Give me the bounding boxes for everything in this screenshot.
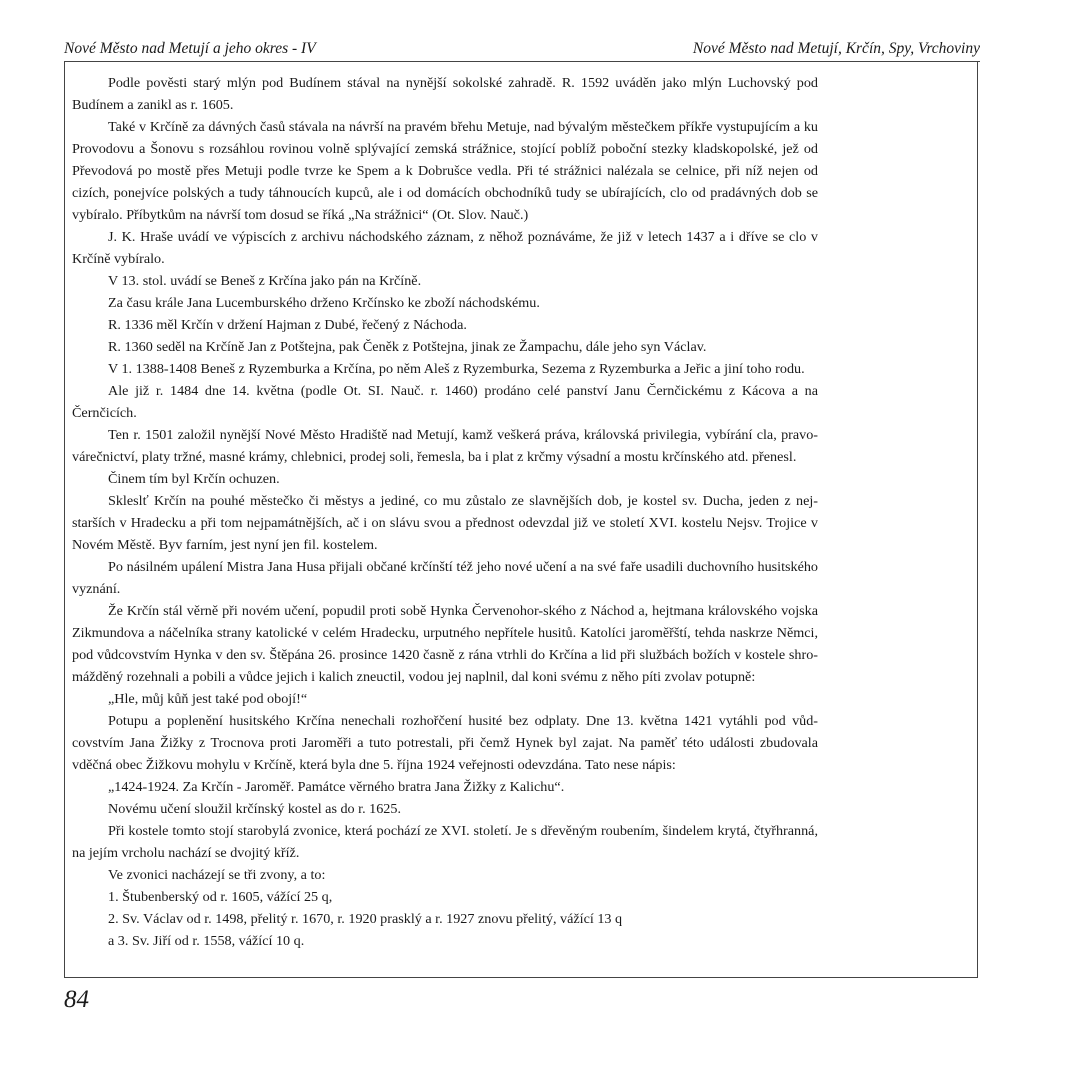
paragraph: Při kostele tomto stojí starobylá zvonice, která pochází ze XVI. století. Je s dřevěným roubením, šindelem krytá, čtyřhranná, na jejím vrcholu nachází se dvojitý kříž. bbox=[72, 823, 818, 861]
paragraph: J. K. Hraše uvádí ve výpiscích z archivu náchodského záznam, z něhož poznáváme, že již v letech 1437 a i dříve se clo v Krčíně vybíralo. bbox=[72, 229, 818, 267]
paragraph: R. 1360 seděl na Krčíně Jan z Potštejna, pak Čeněk z Potštejna, jinak ze Žampachu, dále jeho syn Václav. bbox=[108, 339, 707, 355]
paragraph: Také v Krčíně za dávných časů stávala na návrší na pravém břehu Metuje, nad bývalým městečkem příkře vystupujícím a ku Provodovu a Šonovu s rozsáhlou rovinou volně splývající zemská strážnice, stojící poblíž poboční stezky kladskopolské, jež od Převodová po mostě přes Metuji podle tvrze ke Spem a k Dobrušce vedla. Při té strážnici nalézala se celnice, při níž nejen od cizích, ponejvíce polských a tudy táhnoucích kupců, ale i od domácích obchodníků tudy se ubírajících, clo od pradávných dob se vybíralo. Příbytkům na návrší tom dosud se říká „Na strážnici“ (Ot. Slov. Nauč.) bbox=[72, 119, 818, 223]
paragraph: Skleslť Krčín na pouhé městečko či městys a jediné, co mu zůstalo ze slavnějších dob, je kostel sv. Ducha, jeden z nejstarších v Hradecku a při tom nejpamátnějších, ač i on slávu svou a přednost odevzdal již ve století XVI. kostelu Nejsv. Trojice v Novém Městě. Byv farním, jest nyní jen fil. kostelem. bbox=[72, 493, 818, 553]
paragraph: R. 1336 měl Krčín v držení Hajman z Dubé, řečený z Náchoda. bbox=[108, 317, 467, 333]
paragraph: Ale již r. 1484 dne 14. května (podle Ot. SI. Nauč. r. 1460) prodáno celé panství Janu Černčickému z Kácova a na Černčicích. bbox=[72, 383, 818, 421]
paragraph: V 13. stol. uvádí se Beneš z Krčína jako pán na Krčíně. bbox=[108, 273, 422, 289]
paragraph: Ve zvonici nacházejí se tři zvony, a to: bbox=[108, 867, 326, 883]
running-header-section: Nové Město nad Metují, Krčín, Spy, Vrchoviny bbox=[692, 40, 980, 57]
quote: „Hle, můj kůň jest také pod obojí!“ bbox=[108, 691, 308, 707]
paragraph: Činem tím byl Krčín ochuzen. bbox=[108, 471, 280, 487]
paragraph: Že Krčín stál věrně při novém učení, popudil proti sobě Hynka Červenohor-ského z Náchod a, hejtmana královského vojska Zikmundova a náčelníka strany katolické v celém Hradecku, urputného nepřítele husitů. Katolíci jaroměřští, tehda naskrze Němci, pod vůdcovstvím Hynka v den sv. Štěpána 26. prosince 1420 časně z rána vtrhli do Krčína a lid při službách božích v kostele shromážděný rozehnali a pobili a vůdce jejich i kalich zneuctil, vodou jej naplnil, dal koni svému z něho píti zvolav potupně: bbox=[72, 603, 818, 685]
running-header-title: Nové Město nad Metují a jeho okres - IV bbox=[64, 40, 316, 57]
paragraph: V 1. 1388-1408 Beneš z Ryzemburka a Krčína, po něm Aleš z Ryzemburka, Sezema z Ryzemburka a Jeřic a jiní toho rodu. bbox=[108, 361, 805, 377]
paragraph: Po násilném upálení Mistra Jana Husa přijali občané krčínští též jeho nové učení a na své faře usadili duchovního husitského vyznání. bbox=[72, 559, 818, 597]
inscription: „1424-1924. Za Krčín - Jaroměř. Památce věrného bratra Jana Žižky z Kalichu“. bbox=[108, 779, 565, 795]
page-body bbox=[72, 72, 818, 952]
list-item: 2. Sv. Václav od r. 1498, přelitý r. 1670, r. 1920 prasklý a r. 1927 znovu přelitý, vážící 13 q bbox=[108, 911, 623, 927]
list-item: a 3. Sv. Jiří od r. 1558, vážící 10 q. bbox=[108, 933, 305, 949]
paragraph: Ten r. 1501 založil nynější Nové Město Hradiště nad Metují, kamž veškerá práva, královská privilegia, vybírání cla, pravovárečnictví, platy tržné, masné krámy, chlebnici, prodej soli, řemesla, ba i plat z krčmy výsadní a mostu krčínského atd. přenesl. bbox=[72, 427, 818, 465]
paragraph: Za času krále Jana Lucemburského drženo Krčínsko ke zboží náchodskému. bbox=[108, 295, 540, 311]
paragraph: Potupu a poplenění husitského Krčína nenechali rozhořčení husité bez odplaty. Dne 13. května 1421 vytáhli pod vůdcovstvím Jana Žižky z Trocnova proti Jaroměři a tuto potrestali, při čemž Hynek byl zajat. Na paměť této události zbudovala vděčná obec Žižkovu mohylu v Krčíně, která byla dne 5. října 1924 veřejnosti odevzdána. Tato nese nápis: bbox=[72, 713, 818, 773]
page-number: 84 bbox=[64, 986, 89, 1013]
list-item: 1. Štubenberský od r. 1605, vážící 25 q, bbox=[108, 889, 333, 905]
paragraph: Novému učení sloužil krčínský kostel as do r. 1625. bbox=[108, 801, 401, 817]
paragraph: Podle pověsti starý mlýn pod Budínem stával na nynější sokolské zahradě. R. 1592 uváděn jako mlýn Luchovský pod Budínem a zanikl as r. 1605. bbox=[72, 75, 818, 113]
